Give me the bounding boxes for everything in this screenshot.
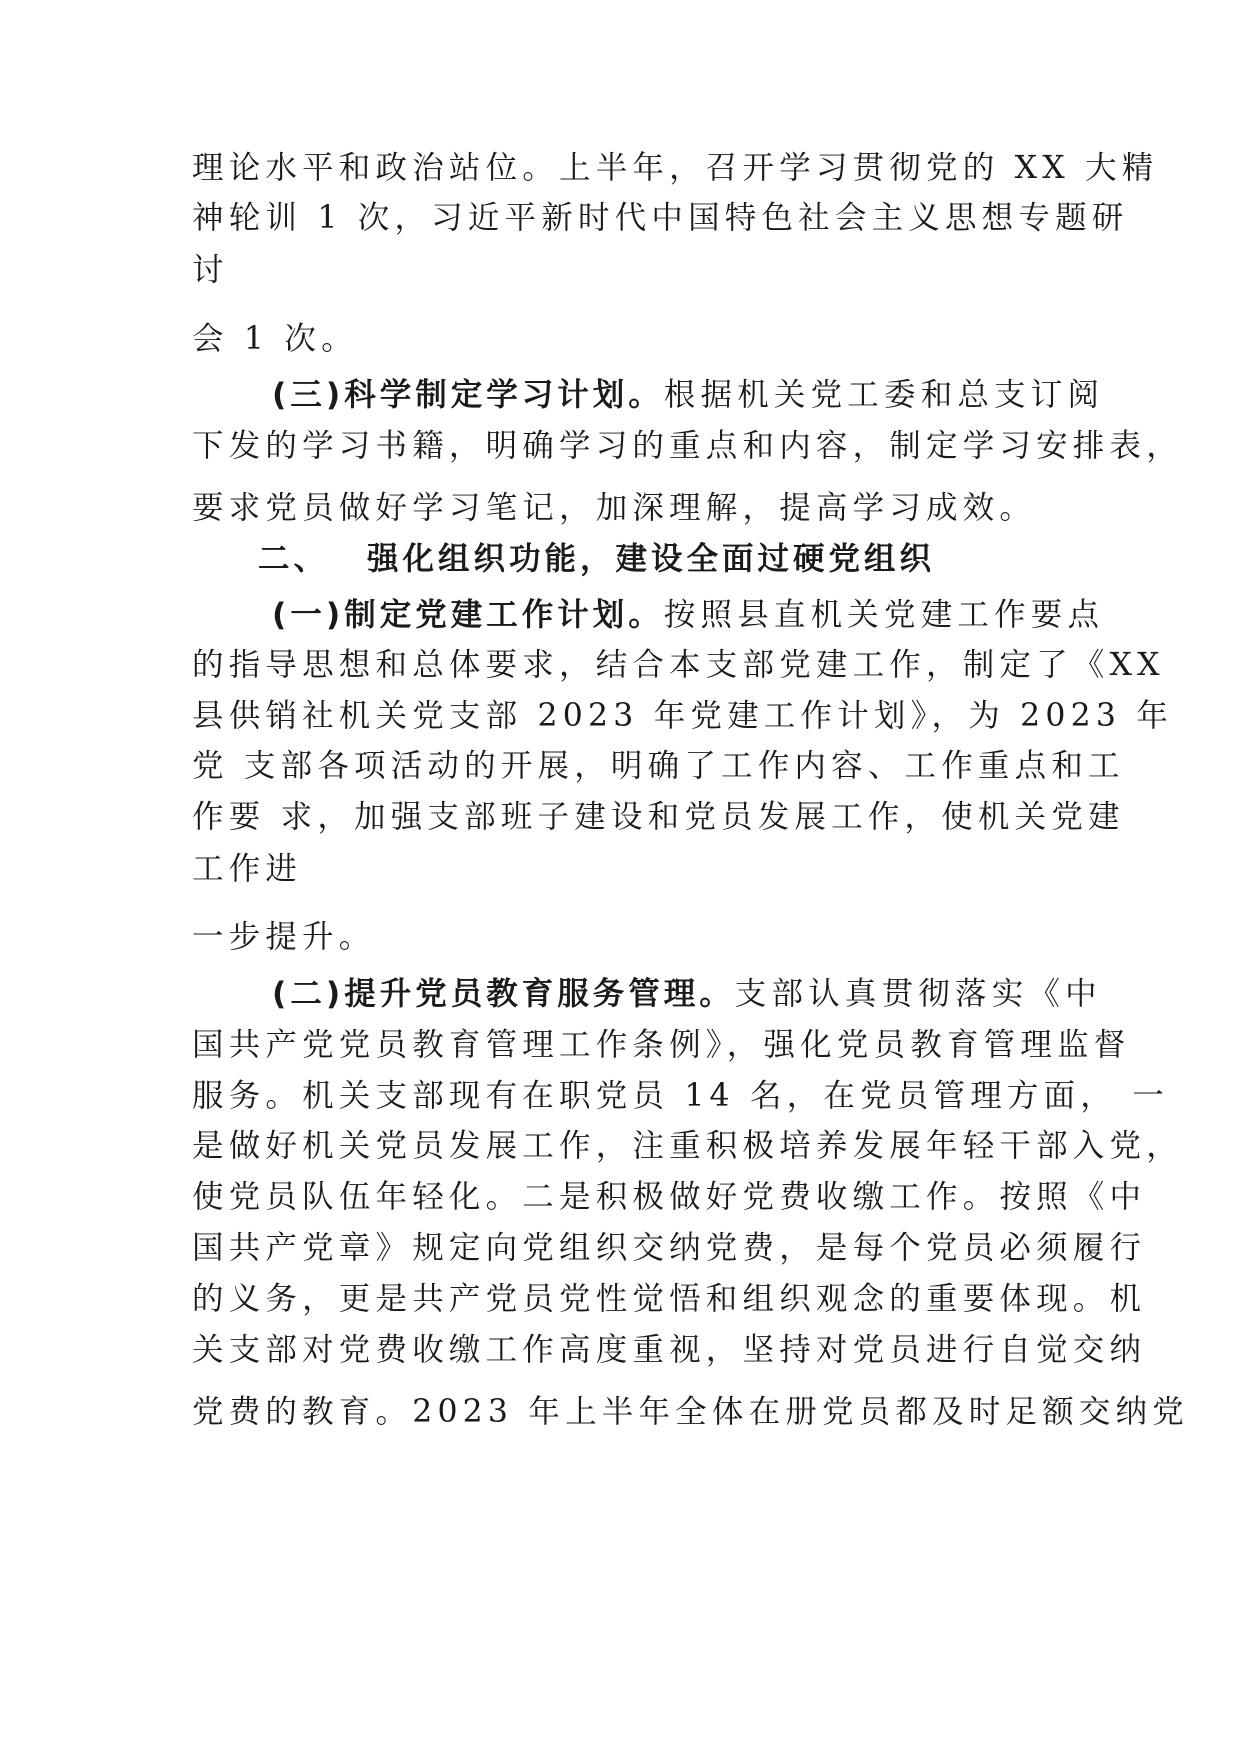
- paragraph-heading-2-2: [272, 974, 1102, 1014]
- paragraph-heading-3: [272, 375, 1104, 415]
- body-line: 讨: [192, 252, 229, 288]
- paragraph-label: (二)提升党员教育服务管理。: [272, 976, 735, 1012]
- paragraph-text: 根据机关党工委和总支订阅: [663, 377, 1105, 413]
- body-line: 党 支部各项活动的开展，明确了工作内容、工作重点和工: [192, 748, 1125, 784]
- paragraph-label: (一)制定党建工作计划。: [272, 597, 664, 633]
- body-line: 党费的教育。2023 年上半年全体在册党员都及时足额交纳党: [192, 1394, 1189, 1430]
- body-line: 县供销社机关党支部 2023 年党建工作计划》，为 2023 年: [192, 698, 1174, 734]
- body-line: 会 1 次。: [192, 321, 358, 357]
- body-line: 国共产党党员教育管理工作条例》，强化党员教育管理监督: [192, 1027, 1131, 1063]
- paragraph-text: 按照县直机关党建工作要点: [663, 597, 1105, 633]
- body-line: 作要 求，加强支部班子建设和党员发展工作，使机关党建: [192, 799, 1125, 835]
- body-line: 使党员队伍年轻化。二是积极做好党费收缴工作。按照《中: [192, 1179, 1147, 1215]
- body-line: 服务。机关支部现有在职党员 14 名，在党员管理方面， 一: [192, 1078, 1169, 1114]
- body-line: 的义务，更是共产党员党性觉悟和组织观念的重要体现。机: [192, 1281, 1147, 1317]
- body-line: 是做好机关党员发展工作，注重积极培养发展年轻干部入党，: [192, 1128, 1183, 1164]
- body-line: 关支部对党费收缴工作高度重视，坚持对党员进行自觉交纳: [192, 1332, 1147, 1368]
- body-line: 国共产党章》规定向党组织交纳党费，是每个党员必须履行: [192, 1230, 1147, 1266]
- body-line: 的指导思想和总体要求，结合本支部党建工作，制定了《XX: [192, 647, 1165, 683]
- section-heading: [258, 539, 935, 579]
- section-title: 强化组织功能，建设全面过硬党组织: [367, 541, 936, 577]
- body-line: 一步提升。: [192, 919, 376, 955]
- body-line: 下发的学习书籍，明确学习的重点和内容，制定学习安排表，: [192, 428, 1183, 464]
- section-number: 二、: [258, 541, 330, 577]
- body-line: 理论水平和政治站位。上半年，召开学习贯彻党的 XX 大精: [192, 150, 1159, 186]
- body-line: 要求党员做好学习笔记，加深理解，提高学习成效。: [192, 490, 1037, 526]
- body-line: 神轮训 1 次，习近平新时代中国特色社会主义思想专题研: [192, 200, 1129, 236]
- paragraph-heading-2-1: [272, 595, 1104, 635]
- paragraph-label: (三)科学制定学习计划。: [272, 377, 664, 413]
- body-line: 工作进: [192, 851, 303, 887]
- paragraph-text: 支部认真贯彻落实《中: [734, 976, 1102, 1012]
